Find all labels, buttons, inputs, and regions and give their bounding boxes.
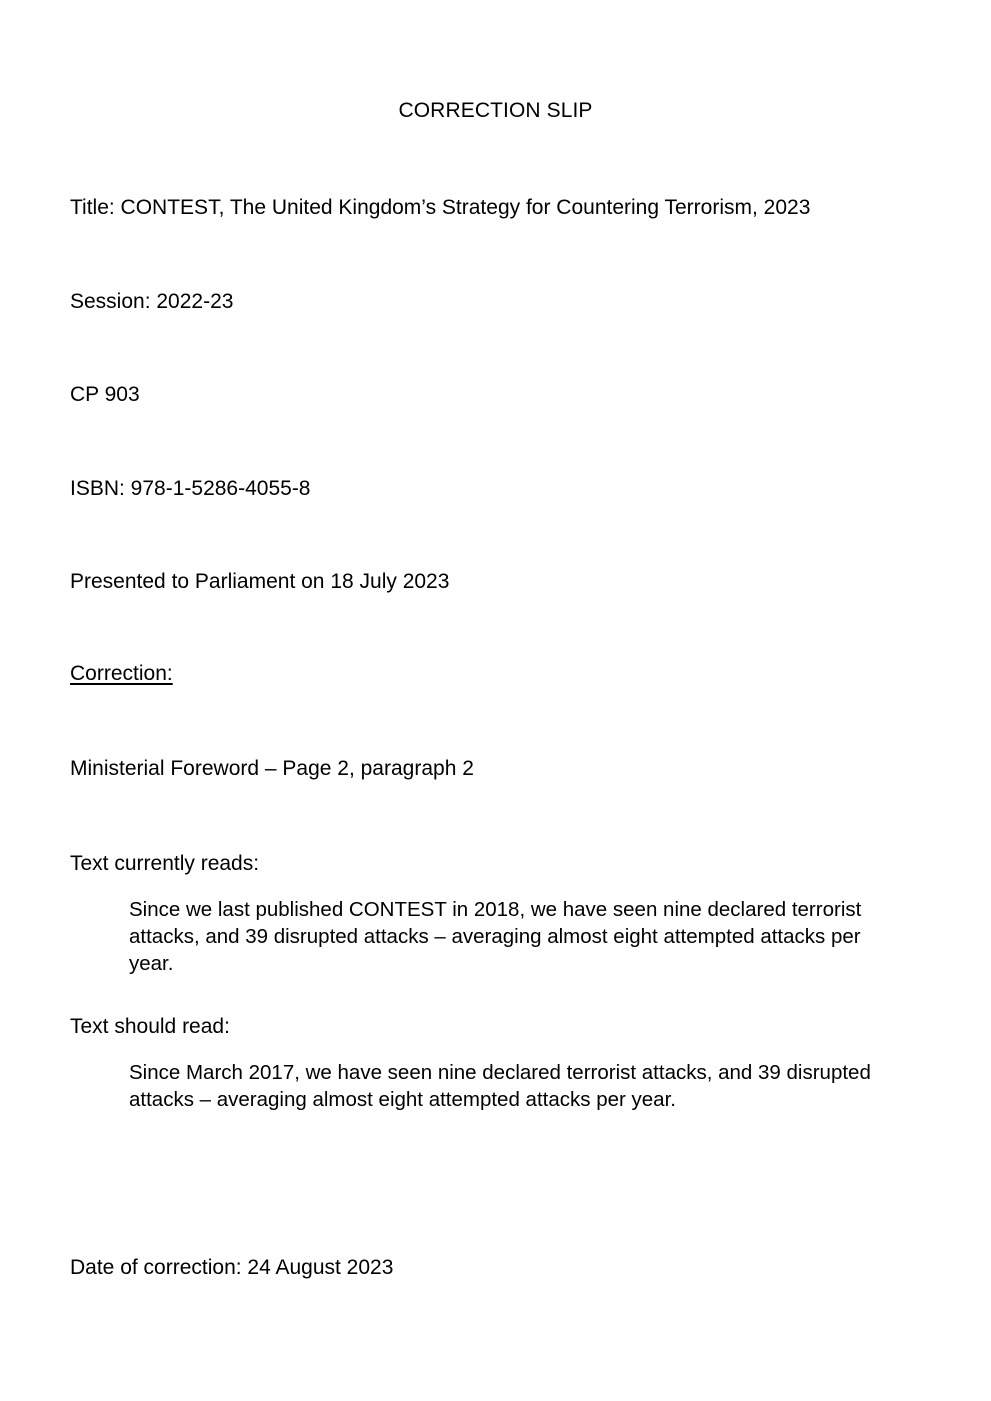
correction-section-heading (70, 660, 173, 687)
should-read-quote: Since March 2017, we have seen nine declared terrorist attacks, and 39 disrupted attacks – averaging almost eight attempted attacks per year. (129, 1061, 871, 1111)
current-text-quote: Since we last published CONTEST in 2018, we have seen nine declared terrorist attacks, and 39 disrupted attacks – averaging almost eight attempted attacks per year. (129, 898, 862, 975)
correction-section-label: Correction: (70, 662, 173, 685)
date-of-correction: Date of correction: 24 August 2023 (70, 1256, 394, 1279)
field-isbn: ISBN: 978-1-5286-4055-8 (70, 477, 311, 500)
field-cp-number: CP 903 (70, 383, 140, 406)
page-title: CORRECTION SLIP (398, 99, 593, 122)
field-session: Session: 2022-23 (70, 290, 234, 313)
should-read-label: Text should read: (70, 1015, 230, 1038)
current-text-label: Text currently reads: (70, 852, 260, 875)
field-publication-title: Title: CONTEST, The United Kingdom’s Strategy for Countering Terrorism, 2023 (70, 196, 811, 219)
correction-reference: Ministerial Foreword – Page 2, paragraph 2 (70, 757, 474, 780)
field-presented-to-parliament: Presented to Parliament on 18 July 2023 (70, 570, 450, 593)
